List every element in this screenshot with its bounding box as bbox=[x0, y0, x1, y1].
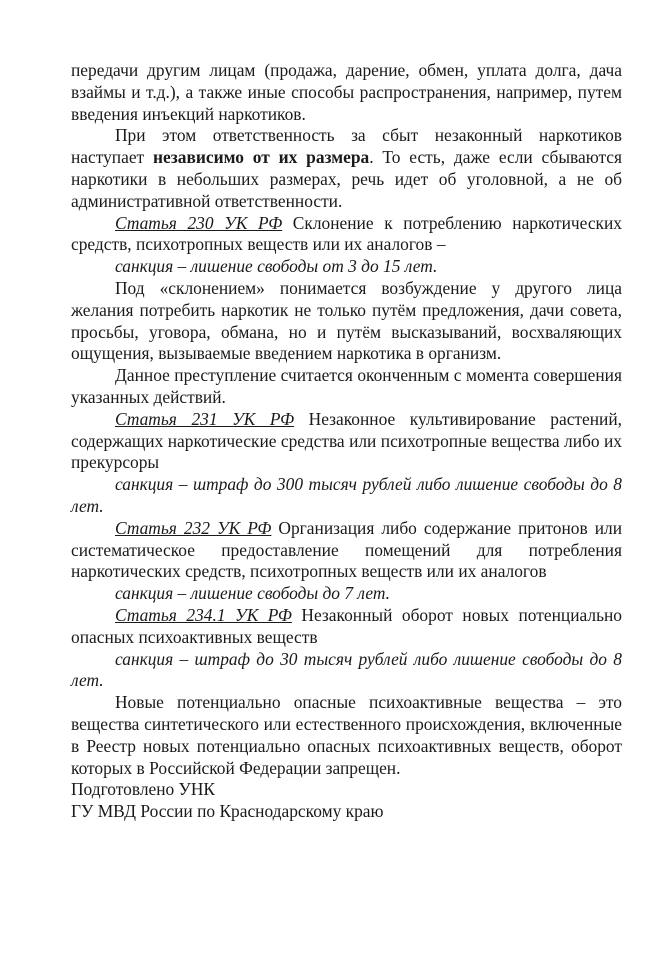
article-232-label: Статья 232 УК РФ bbox=[115, 517, 272, 538]
article-230-text: Склонение к потреблению наркотических средств, психотропных веществ или их аналогов – bbox=[71, 212, 623, 255]
article-230 bbox=[71, 213, 622, 257]
document-page bbox=[71, 60, 622, 823]
responsibility-bold: независимо от их размера bbox=[153, 147, 370, 168]
article-234-1-sanction: санкция – штраф до 30 тысяч рублей либо лишение свободы до 8 лет. bbox=[71, 648, 622, 691]
paragraph-persuasion-definition: Под «склонением» понимается возбуждение у другого лица желания потребить наркотик не только путём предложения, дачи совета, просьбы, уговора, обмана, но и путём высказываний, восхваляющих ощущения, вызываемые введением наркотика в организм. bbox=[71, 277, 622, 364]
article-231-label: Статья 231 УК РФ bbox=[115, 408, 295, 429]
responsibility-text-end: . То есть, даже если сбываются наркотики в небольших размерах, речь идет об уголовной, а не об административной ответственности. bbox=[71, 147, 622, 211]
paragraph-new-substances: Новые потенциально опасные психоактивные вещества – это вещества синтетического или естественного происхождения, включенные в Реестр новых потенциально опасных психоактивных веществ, оборот которых в Российской Федерации запрещен. bbox=[71, 692, 622, 778]
signature-prepared-by: Подготовлено УНК bbox=[71, 779, 216, 800]
article-230-label: Статья 230 УК РФ bbox=[115, 212, 283, 233]
article-230-sanction: санкция – лишение свободы от 3 до 15 лет. bbox=[115, 256, 438, 277]
article-231-sanction: санкция – штраф до 300 тысяч рублей либо лишение свободы до 8 лет. bbox=[71, 474, 622, 516]
article-231-text: Незаконное культивирование растений, содержащих наркотические средства или психотропные вещества либо их прекурсоры bbox=[71, 408, 622, 473]
paragraph-distribution: передачи другим лицам (продажа, дарение, обмен, уплата долга, дача взаймы и т.д.), а также иные способы распространения, например, путем введения инъекций наркотиков. bbox=[71, 60, 622, 124]
paragraph-responsibility bbox=[71, 125, 622, 212]
article-234-1-label: Статья 234.1 УК РФ bbox=[115, 604, 292, 625]
article-234-1-text: Незаконный оборот новых потенциально опасных психоактивных веществ bbox=[71, 604, 622, 647]
article-232 bbox=[71, 518, 622, 583]
paragraph-crime-completed: Данное преступление считается оконченным с момента совершения указанных действий. bbox=[71, 365, 622, 407]
article-232-text: Организация либо содержание притонов или систематическое предоставление помещений для потребления наркотических средств, психотропных веществ или их аналогов bbox=[71, 517, 623, 582]
article-234-1 bbox=[71, 605, 622, 649]
article-231 bbox=[71, 409, 622, 474]
responsibility-text-start: При этом ответственность за сбыт незаконный наркотиков наступает bbox=[71, 125, 622, 168]
signature-department: ГУ МВД России по Краснодарскому краю bbox=[71, 801, 384, 822]
article-232-sanction: санкция – лишение свободы до 7 лет. bbox=[115, 583, 391, 604]
